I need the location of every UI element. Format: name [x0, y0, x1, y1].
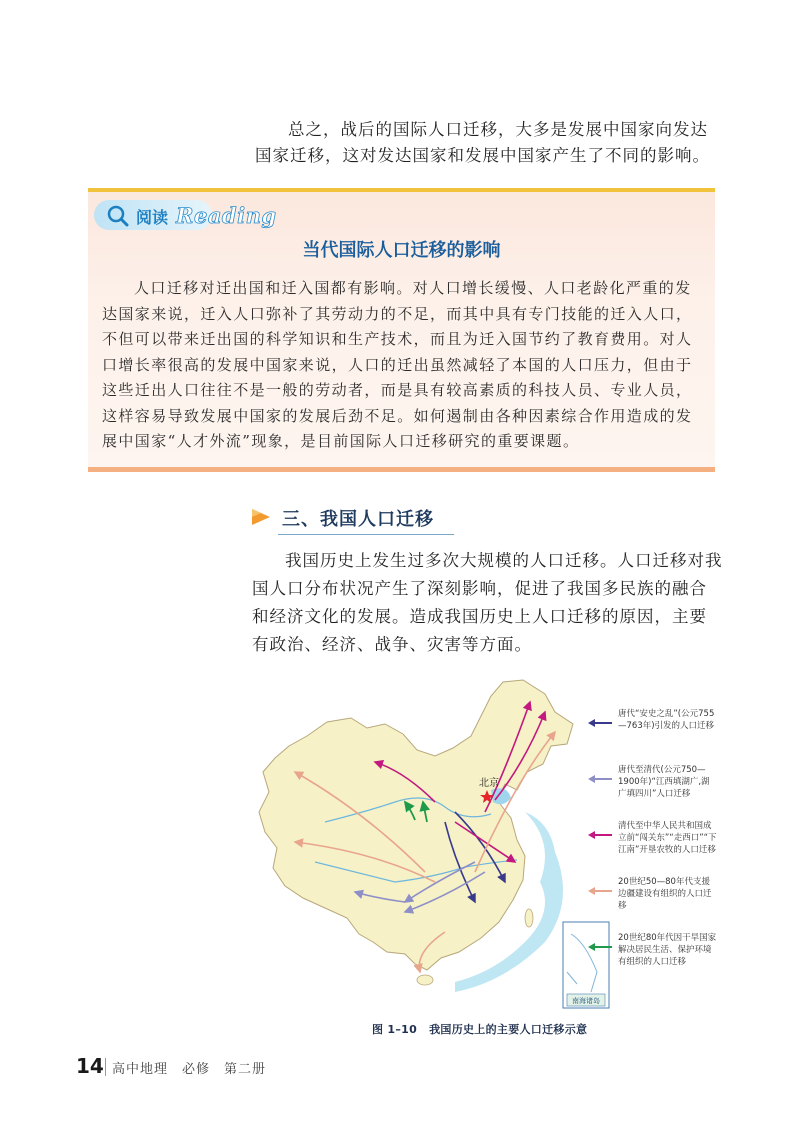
legend-arrow-icon [588, 718, 614, 728]
inset-label: 南海诸岛 [572, 997, 600, 1005]
legend-item [588, 820, 738, 876]
legend-text: 唐代至清代(公元750—1900年)“江西填湖广,湖广填四川”人口迁移 [618, 765, 710, 799]
legend-text: 清代至中华人民共和国成立前“闯关东”“走西口”“下江南”开垦农牧的人口迁移 [618, 821, 717, 855]
china-migration-map [255, 672, 615, 1012]
section-arrow-icon [250, 507, 272, 527]
reading-body: 人口迁移对迁出国和迁入国都有影响。对人口增长缓慢、人口老龄化严重的发达国家来说，迁入人口弥补了其劳动力的不足，而其中具有专门技能的迁入人口，不但可以带来迁出国的科学知识和生产技术，而且为迁入国节约了教育费用。对人口增长率很高的发展中国家来说，人口的迁出虽然减轻了本国的人口压力，但由于这些迁出人口往往不是一般的劳动者，而是具有较高素质的科技人员、专业人员，这样容易导致发展中国家的发展后劲不足。如何遏制由各种因素综合作用造成的发展中国家“人才外流”现象，是目前国际人口迁移研究的重要课题。 [102, 279, 693, 450]
legend-text: 唐代“安史之乱”(公元755—763年)引发的人口迁移 [618, 709, 715, 731]
legend-arrow-icon [588, 886, 614, 896]
section-heading-text: 三、我国人口迁移 [282, 509, 434, 530]
hainan-island [417, 975, 433, 985]
bohai-sea [491, 788, 511, 804]
section-underline [278, 534, 454, 535]
legend-arrow-icon [588, 942, 614, 952]
reading-label-english: Reading [176, 203, 277, 228]
magnifier-icon [106, 205, 130, 227]
intro-paragraph: 总之，战后的国际人口迁移，大多是发展中国家向发达国家迁移，这对发达国家和发展中国家产生了不同的影响。 [255, 120, 710, 165]
legend-item [588, 764, 738, 820]
reading-top-bar [88, 188, 715, 192]
section-paragraph: 我国历史上发生过多次大规模的人口迁移。人口迁移对我国人口分布状况产生了深刻影响，促进了我国多民族的融合和经济文化的发展。造成我国历史上人口迁移的原因，主要有政治、经济、战争、灾害等方面。 [252, 551, 723, 654]
page-number: 14 [76, 1054, 104, 1078]
legend-item [588, 932, 738, 988]
map-legend [588, 708, 738, 988]
legend-item [588, 876, 738, 932]
reading-label: 阅读 [136, 208, 169, 227]
china-outline [259, 680, 573, 970]
beijing-label: 北京 [479, 778, 499, 789]
figure-number: 图 1–10 [372, 1023, 418, 1036]
reading-bottom-bar [88, 467, 715, 472]
taiwan-island [525, 909, 533, 927]
legend-arrow-icon [588, 774, 614, 784]
footer-separator [105, 1058, 106, 1076]
legend-text: 20世纪80年代因干旱国家解决居民生活、保护环境有组织的人口迁移 [618, 933, 717, 967]
legend-text: 20世纪50—80年代支援边疆建设有组织的人口迁移 [618, 877, 712, 911]
legend-arrow-icon [588, 830, 614, 840]
figure-caption [372, 1021, 587, 1037]
figure-title: 我国历史上的主要人口迁移示意 [429, 1023, 588, 1036]
reading-box [88, 188, 715, 472]
book-title: 高中地理 必修 第二册 [112, 1062, 267, 1077]
section-heading [250, 500, 490, 540]
reading-title: 当代国际人口迁移的影响 [302, 240, 501, 261]
legend-item [588, 708, 738, 764]
reading-badge [94, 200, 277, 236]
